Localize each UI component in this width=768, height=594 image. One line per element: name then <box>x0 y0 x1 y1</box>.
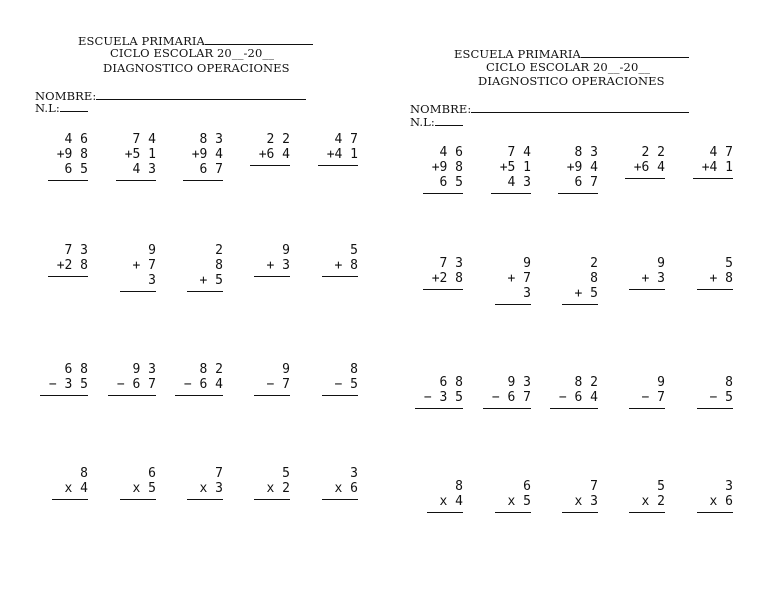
operand-line: x 4 <box>439 494 463 509</box>
operand-line: 7 4 <box>507 145 531 160</box>
answer-rule <box>562 304 598 305</box>
operand-line: 7 4 <box>132 132 156 147</box>
operand-line: 8 <box>350 362 358 377</box>
operand-line: − 5 <box>709 390 733 405</box>
operand-line: +6 4 <box>258 147 290 162</box>
operand-line: − 6 7 <box>116 377 156 392</box>
name-blank <box>471 103 689 113</box>
answer-rule <box>52 499 88 500</box>
school-name: ESCUELA PRIMARIA <box>454 47 581 61</box>
operand-line: 4 3 <box>132 162 156 177</box>
school-blank <box>581 48 689 58</box>
operand-line: x 3 <box>199 481 223 496</box>
operand-line: 9 <box>282 362 290 377</box>
answer-rule <box>175 395 223 396</box>
operand-line: 8 2 <box>199 362 223 377</box>
nl-label: N.L: <box>35 101 60 115</box>
operand-line: +9 8 <box>56 147 88 162</box>
answer-rule <box>48 180 88 181</box>
operand-line: x 2 <box>641 494 665 509</box>
answer-rule <box>491 193 531 194</box>
operand-line: 8 <box>590 271 598 286</box>
operand-line: 7 <box>590 479 598 494</box>
answer-rule <box>183 180 223 181</box>
operand-line: +4 1 <box>701 160 733 175</box>
operand-line: 9 <box>523 256 531 271</box>
operand-line: − 6 4 <box>558 390 598 405</box>
operand-line: 6 7 <box>574 175 598 190</box>
answer-rule <box>629 512 665 513</box>
answer-rule <box>697 408 733 409</box>
operand-line: 9 3 <box>132 362 156 377</box>
operand-line: 8 <box>725 375 733 390</box>
answer-rule <box>120 291 156 292</box>
operand-line: − 3 5 <box>423 390 463 405</box>
operand-line: 8 3 <box>574 145 598 160</box>
name-line <box>410 103 689 116</box>
answer-rule <box>120 499 156 500</box>
operand-line: − 6 4 <box>183 377 223 392</box>
operand-line: +2 8 <box>56 258 88 273</box>
operand-line: x 2 <box>266 481 290 496</box>
page-title: DIAGNOSTICO OPERACIONES <box>478 74 665 88</box>
answer-rule <box>495 512 531 513</box>
operand-line: 9 <box>657 256 665 271</box>
answer-rule <box>48 276 88 277</box>
cycle-line: CICLO ESCOLAR 20__-20__ <box>110 46 275 60</box>
answer-rule <box>116 180 156 181</box>
answer-rule <box>697 289 733 290</box>
operand-line: 2 2 <box>266 132 290 147</box>
operand-line: − 3 5 <box>48 377 88 392</box>
name-blank <box>96 90 306 100</box>
operand-line: 8 <box>455 479 463 494</box>
operand-line: + 5 <box>574 286 598 301</box>
operand-line: 8 2 <box>574 375 598 390</box>
operand-line: 7 3 <box>64 243 88 258</box>
answer-rule <box>550 408 598 409</box>
operand-line: 4 6 <box>64 132 88 147</box>
operand-line: 5 <box>282 466 290 481</box>
answer-rule <box>254 395 290 396</box>
operand-line: 9 3 <box>507 375 531 390</box>
operand-line: +2 8 <box>431 271 463 286</box>
operand-line: +6 4 <box>633 160 665 175</box>
operand-line: 5 <box>657 479 665 494</box>
operand-line: 6 5 <box>64 162 88 177</box>
operand-line: 7 3 <box>439 256 463 271</box>
answer-rule <box>562 512 598 513</box>
nl-line <box>410 116 463 129</box>
operand-line: x 6 <box>334 481 358 496</box>
operand-line: +9 8 <box>431 160 463 175</box>
answer-rule <box>322 499 358 500</box>
answer-rule <box>108 395 156 396</box>
operand-line: x 4 <box>64 481 88 496</box>
operand-line: + 8 <box>334 258 358 273</box>
answer-rule <box>250 165 290 166</box>
operand-line: 4 3 <box>507 175 531 190</box>
operand-line: 3 <box>725 479 733 494</box>
operand-line: 6 7 <box>199 162 223 177</box>
operand-line: − 5 <box>334 377 358 392</box>
answer-rule <box>254 499 290 500</box>
operand-line: − 7 <box>641 390 665 405</box>
answer-rule <box>322 395 358 396</box>
answer-rule <box>318 165 358 166</box>
name-label: NOMBRE: <box>410 102 472 116</box>
operand-line: 3 <box>523 286 531 301</box>
answer-rule <box>625 178 665 179</box>
operand-line: + 5 <box>199 273 223 288</box>
operand-line: +9 4 <box>191 147 223 162</box>
answer-rule <box>187 291 223 292</box>
operand-line: +4 1 <box>326 147 358 162</box>
operand-line: 4 6 <box>439 145 463 160</box>
operand-line: 6 8 <box>64 362 88 377</box>
nl-line <box>35 102 88 115</box>
answer-rule <box>427 512 463 513</box>
operand-line: 6 <box>148 466 156 481</box>
operand-line: 9 <box>657 375 665 390</box>
operand-line: 7 <box>215 466 223 481</box>
operand-line: 8 <box>80 466 88 481</box>
operand-line: +5 1 <box>499 160 531 175</box>
operand-line: 4 7 <box>709 145 733 160</box>
operand-line: + 3 <box>641 271 665 286</box>
operand-line: 4 7 <box>334 132 358 147</box>
answer-rule <box>693 178 733 179</box>
operand-line: 2 <box>590 256 598 271</box>
operand-line: 8 <box>215 258 223 273</box>
answer-rule <box>629 408 665 409</box>
operand-line: 5 <box>350 243 358 258</box>
operand-line: x 5 <box>507 494 531 509</box>
operand-line: 9 <box>148 243 156 258</box>
answer-rule <box>423 289 463 290</box>
name-line <box>35 90 306 103</box>
answer-rule <box>187 499 223 500</box>
cycle-line: CICLO ESCOLAR 20__-20__ <box>486 60 651 74</box>
operand-line: +5 1 <box>124 147 156 162</box>
operand-line: 5 <box>725 256 733 271</box>
answer-rule <box>495 304 531 305</box>
nl-label: N.L: <box>410 115 435 129</box>
operand-line: x 3 <box>574 494 598 509</box>
operand-line: + 8 <box>709 271 733 286</box>
nl-blank <box>435 116 463 126</box>
school-line <box>454 48 689 61</box>
operand-line: 6 <box>523 479 531 494</box>
operand-line: 3 <box>350 466 358 481</box>
operand-line: − 6 7 <box>491 390 531 405</box>
operand-line: 6 8 <box>439 375 463 390</box>
operand-line: 8 3 <box>199 132 223 147</box>
operand-line: 2 <box>215 243 223 258</box>
answer-rule <box>697 512 733 513</box>
answer-rule <box>629 289 665 290</box>
operand-line: + 7 <box>132 258 156 273</box>
page-title: DIAGNOSTICO OPERACIONES <box>103 61 290 75</box>
school-blank <box>205 35 313 45</box>
operand-line: + 7 <box>507 271 531 286</box>
operand-line: 6 5 <box>439 175 463 190</box>
operand-line: + 3 <box>266 258 290 273</box>
answer-rule <box>322 276 358 277</box>
answer-rule <box>254 276 290 277</box>
operand-line: 2 2 <box>641 145 665 160</box>
nl-blank <box>60 102 88 112</box>
operand-line: 3 <box>148 273 156 288</box>
school-name: ESCUELA PRIMARIA <box>78 34 205 48</box>
operand-line: +9 4 <box>566 160 598 175</box>
worksheet-right <box>375 0 759 594</box>
answer-rule <box>423 193 463 194</box>
answer-rule <box>483 408 531 409</box>
answer-rule <box>40 395 88 396</box>
answer-rule <box>558 193 598 194</box>
operand-line: x 6 <box>709 494 733 509</box>
operand-line: 9 <box>282 243 290 258</box>
name-label: NOMBRE: <box>35 89 97 103</box>
operand-line: − 7 <box>266 377 290 392</box>
answer-rule <box>415 408 463 409</box>
operand-line: x 5 <box>132 481 156 496</box>
